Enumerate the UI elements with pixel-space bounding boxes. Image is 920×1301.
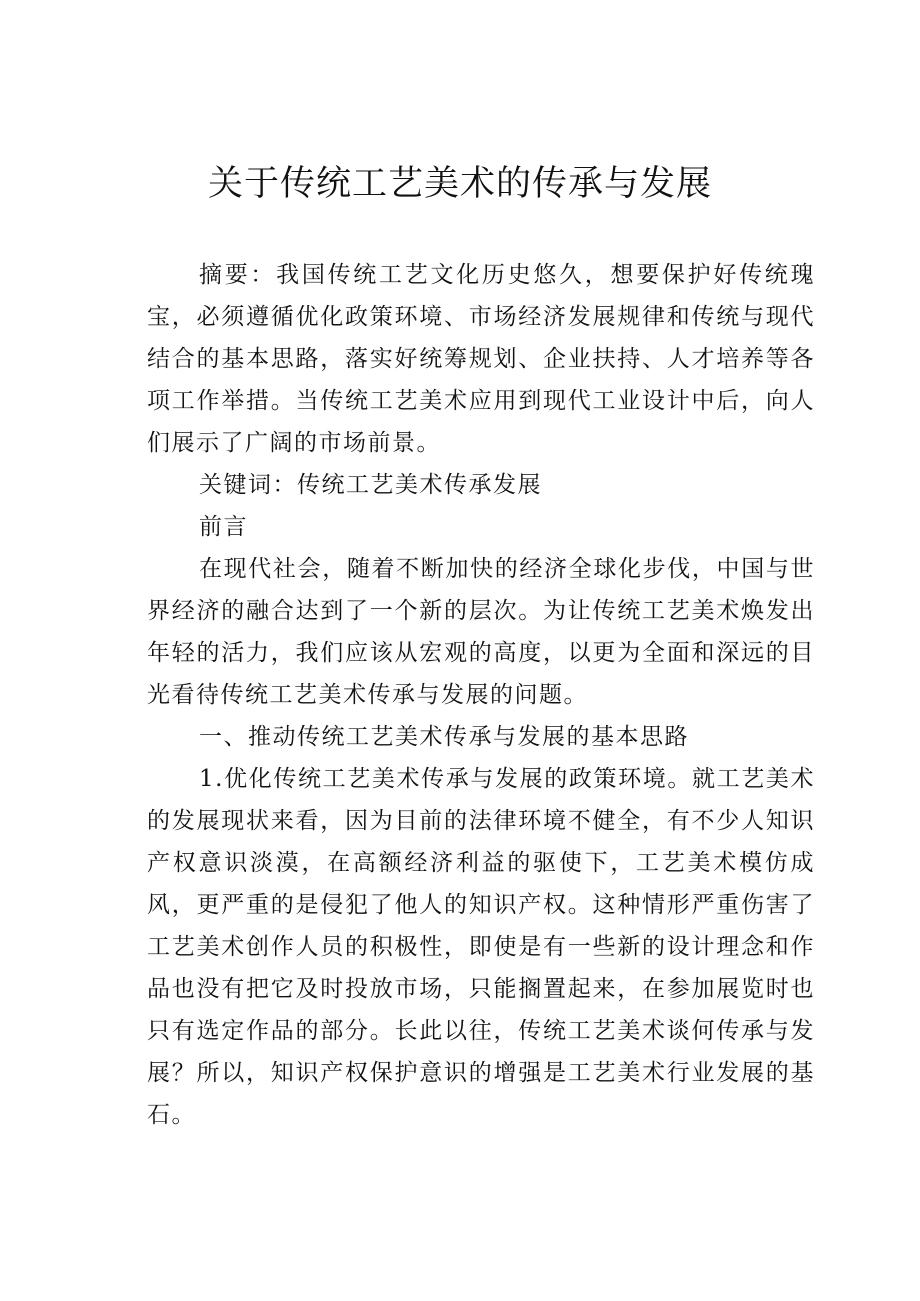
- preface-paragraph: 在现代社会，随着不断加快的经济全球化步伐，中国与世界经济的融合达到了一个新的层次。为让传统工艺美术焕发出年轻的活力，我们应该从宏观的高度，以更为全面和深远的目光看待传统工艺美术传承与发展的问题。: [147, 556, 815, 708]
- document-title: 关于传统工艺美术的传承与发展: [207, 164, 712, 204]
- preface-heading: 前言: [199, 514, 248, 540]
- document-body: [147, 254, 815, 1136]
- section-heading: 一、推动传统工艺美术传承与发展的基本思路: [199, 724, 689, 750]
- policy-paragraph: 1.优化传统工艺美术传承与发展的政策环境。就工艺美术的发展现状来看，因为目前的法律环境不健全，有不少人知识产权意识淡漠，在高额经济利益的驱使下，工艺美术模仿成风，更严重的是侵犯了他人的知识产权。这种情形严重伤害了工艺美术创作人员的积极性，即使是有一些新的设计理念和作品也没有把它及时投放市场，只能搁置起来，在参加展览时也只有选定作品的部分。长此以往，传统工艺美术谈何传承与发展？所以，知识产权保护意识的增强是工艺美术行业发展的基石。: [147, 766, 815, 1128]
- keywords-paragraph: 关键词：传统工艺美术传承发展: [199, 472, 542, 498]
- abstract-paragraph: 摘要：我国传统工艺文化历史悠久，想要保护好传统瑰宝，必须遵循优化政策环境、市场经济发展规律和传统与现代结合的基本思路，落实好统筹规划、企业扶持、人才培养等各项工作举措。当传统工艺美术应用到现代工业设计中后，向人们展示了广阔的市场前景。: [147, 262, 815, 456]
